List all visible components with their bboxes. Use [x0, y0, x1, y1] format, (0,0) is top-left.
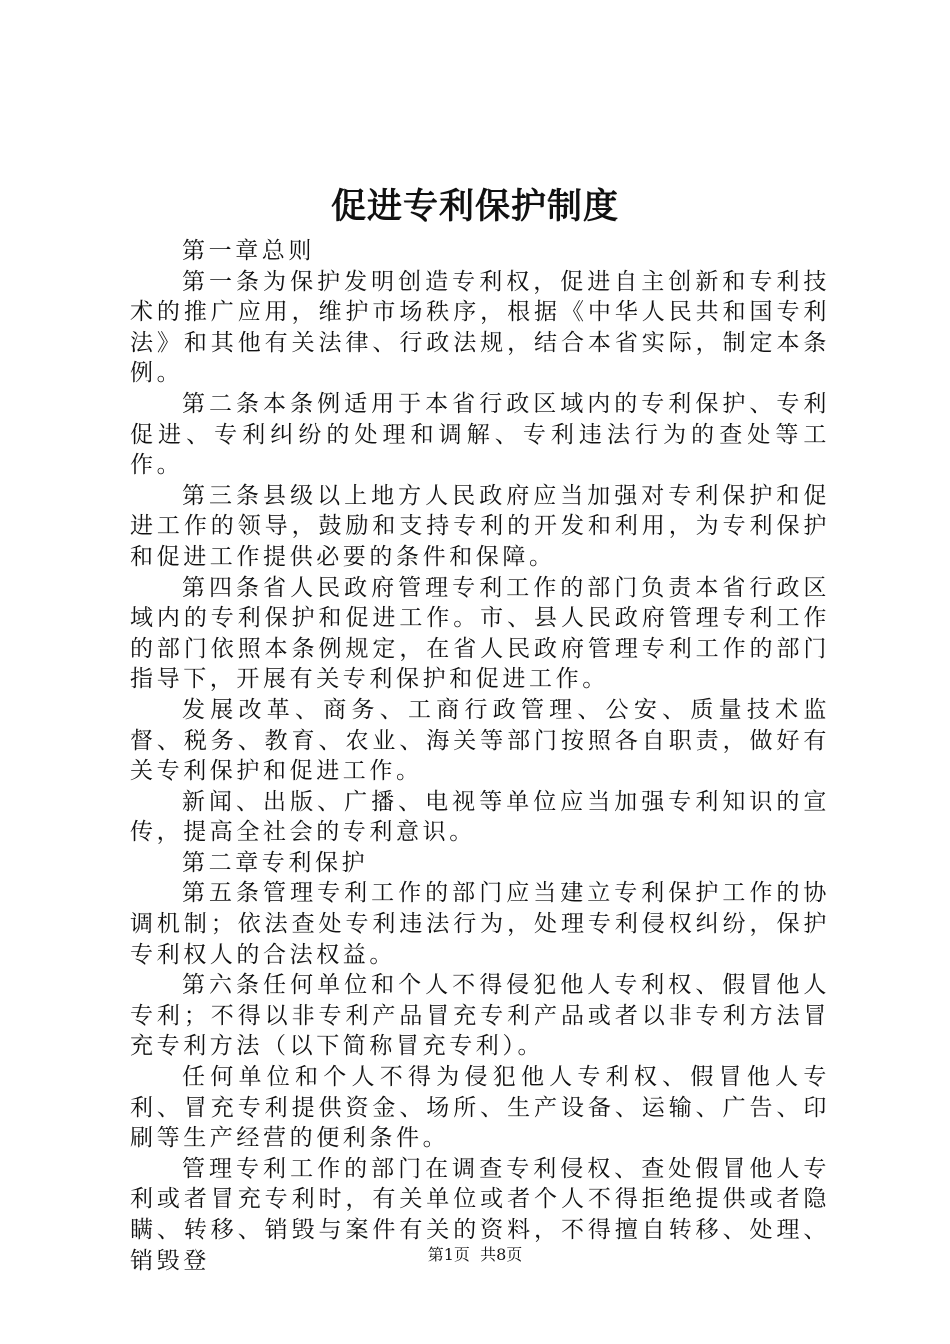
paragraph: 第五条管理专利工作的部门应当建立专利保护工作的协调机制；依法查处专利违法行为，处理专利侵权纠纷，保护专利权人的合法权益。 — [130, 880, 830, 968]
paragraph: 第二条本条例适用于本省行政区域内的专利保护、专利促进、专利纠纷的处理和调解、专利违法行为的查处等工作。 — [130, 390, 830, 479]
paragraph: 第六条任何单位和个人不得侵犯他人专利权、假冒他人专利；不得以非专利产品冒充专利产品或者以非专利方法冒充专利方法（以下简称冒充专利）。 — [130, 972, 830, 1060]
paragraph: 任何单位和个人不得为侵犯他人专利权、假冒他人专利、冒充专利提供资金、场所、生产设备、运输、广告、印刷等生产经营的便利条件。 — [130, 1064, 830, 1152]
paragraph: 第四条省人民政府管理专利工作的部门负责本省行政区域内的专利保护和促进工作。市、县人民政府管理专利工作的部门依照本条例规定，在省人民政府管理专利工作的部门指导下，开展有关专利保护和促进工作。 — [130, 574, 830, 693]
paragraph: 第一条为保护发明创造专利权，促进自主创新和专利技术的推广应用，维护市场秩序，根据《中华人民共和国专利法》和其他有关法律、行政法规，结合本省实际，制定本条例。 — [130, 268, 830, 387]
paragraph: 管理专利工作的部门在调查专利侵权、查处假冒他人专利或者冒充专利时，有关单位或者个人不得拒绝提供或者隐瞒、转移、销毁与案件有关的资料，不得擅自转移、处理、销毁登 — [130, 1155, 830, 1274]
chapter-heading: 第二章专利保护 — [182, 849, 369, 876]
page-footer — [0, 1244, 950, 1266]
paragraph: 第三条县级以上地方人民政府应当加强对专利保护和促进工作的领导，鼓励和支持专利的开发和利用，为专利保护和促进工作提供必要的条件和保障。 — [130, 482, 830, 570]
document-body — [130, 236, 830, 1276]
page-number: 第1页 共8页 — [427, 1245, 523, 1264]
paragraph: 新闻、出版、广播、电视等单位应当加强专利知识的宣传，提高全社会的专利意识。 — [130, 788, 830, 846]
chapter-heading: 第一章总则 — [182, 238, 315, 264]
document-title: 促进专利保护制度 — [330, 186, 619, 227]
paragraph: 发展改革、商务、工商行政管理、公安、质量技术监督、税务、教育、农业、海关等部门按照各自职责，做好有关专利保护和促进工作。 — [130, 696, 830, 785]
